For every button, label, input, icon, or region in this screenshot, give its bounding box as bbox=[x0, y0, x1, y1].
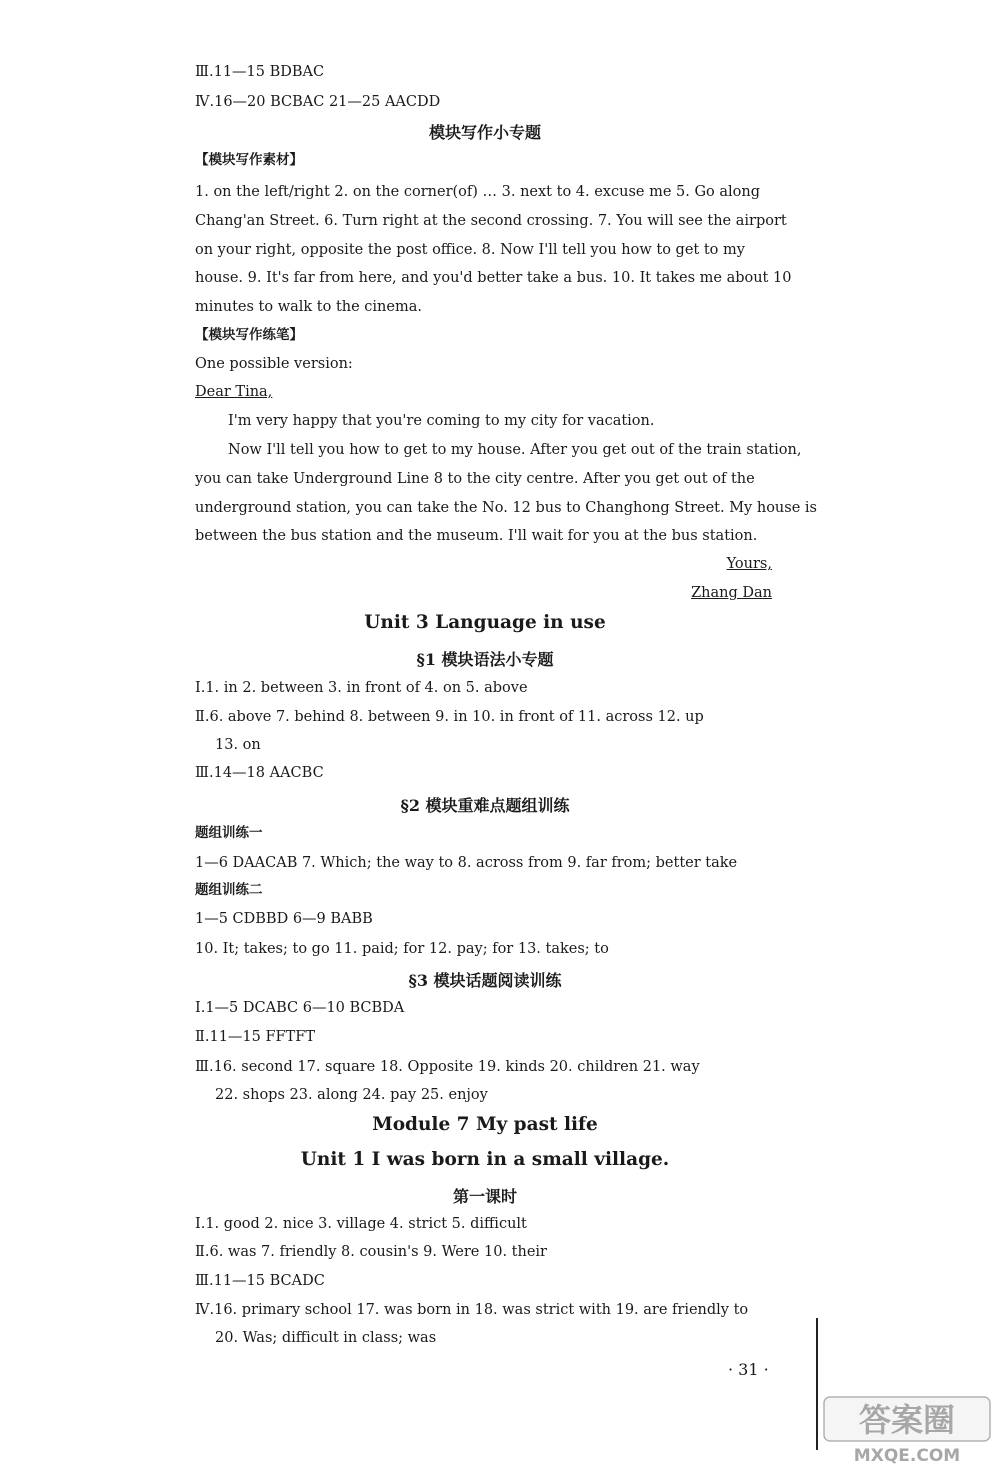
answer-line: 22. shops 23. along 24. pay 25. enjoy bbox=[215, 1087, 488, 1103]
answer-line: Ⅰ.1. good 2. nice 3. village 4. strict 5. difficult bbox=[195, 1216, 527, 1232]
section-heading: §2 模块重难点题组训练 bbox=[400, 796, 570, 815]
answer-line: Ⅱ.11—15 FFTFT bbox=[195, 1029, 316, 1045]
answer-line: Ⅳ.16. primary school 17. was born in 18. was strict with 19. are friendly to bbox=[195, 1302, 749, 1318]
answer-line: minutes to walk to the cinema. bbox=[195, 299, 422, 315]
margin-rule bbox=[816, 1318, 818, 1450]
letter-paragraph: between the bus station and the museum. I'll wait for you at the bus station. bbox=[195, 528, 758, 544]
answer-line: 20. Was; difficult in class; was bbox=[215, 1330, 437, 1346]
letter-paragraph: I'm very happy that you're coming to my city for vacation. bbox=[228, 413, 655, 429]
letter-paragraph: Now I'll tell you how to get to my house. After you get out of the train station, bbox=[228, 442, 802, 458]
watermark-site: MXQE.COM bbox=[853, 1446, 961, 1465]
unit-title: Unit 1 I was born in a small village. bbox=[300, 1149, 670, 1170]
answer-line: One possible version: bbox=[195, 356, 353, 372]
section-heading: §1 模块语法小专题 bbox=[416, 650, 554, 669]
answer-line: Ⅲ.11—15 BCADC bbox=[195, 1273, 325, 1289]
section-heading: 模块写作小专题 bbox=[428, 123, 541, 142]
letter-paragraph: underground station, you can take the No. 12 bus to Changhong Street. My house is bbox=[195, 500, 817, 516]
answer-line: on your right, opposite the post office. 8. Now I'll tell you how to get to my bbox=[195, 242, 745, 258]
letter-salutation: Dear Tina, bbox=[195, 384, 273, 400]
module-title: Module 7 My past life bbox=[372, 1114, 598, 1135]
lesson-heading: 第一课时 bbox=[452, 1187, 517, 1206]
answer-line: house. 9. It's far from here, and you'd better take a bus. 10. It takes me about 10 bbox=[195, 270, 792, 286]
answer-line: Ⅱ.6. was 7. friendly 8. cousin's 9. Were 10. their bbox=[195, 1244, 547, 1260]
letter-paragraph: you can take Underground Line 8 to the city centre. After you get out of the bbox=[195, 471, 755, 487]
answer-line: Ⅰ.1. in 2. between 3. in front of 4. on 5. above bbox=[195, 680, 528, 696]
watermark-logo-icon bbox=[822, 1395, 992, 1465]
answer-line: Chang'an Street. 6. Turn right at the second crossing. 7. You will see the airport bbox=[195, 213, 787, 229]
answer-line: Ⅱ.6. above 7. behind 8. between 9. in 10. in front of 11. across 12. up bbox=[195, 709, 704, 725]
watermark-text: 答案圈 bbox=[858, 1401, 956, 1439]
letter-closing: Yours, bbox=[726, 556, 772, 572]
unit-title: Unit 3 Language in use bbox=[364, 612, 606, 633]
subsection-label: 【模块写作练笔】 bbox=[195, 327, 303, 343]
answer-line: 1—5 CDBBD 6—9 BABB bbox=[195, 911, 373, 927]
answer-line: Ⅲ.11—15 BDBAC bbox=[195, 64, 325, 80]
section-heading: §3 模块话题阅读训练 bbox=[408, 971, 562, 990]
answer-line: Ⅳ.16—20 BCBAC 21—25 AACDD bbox=[195, 94, 441, 110]
subsection-label: 【模块写作素材】 bbox=[195, 152, 303, 168]
letter-signature: Zhang Dan bbox=[691, 585, 772, 601]
answer-line: Ⅰ.1—5 DCABC 6—10 BCBDA bbox=[195, 1000, 405, 1016]
answer-line: Ⅲ.14—18 AACBC bbox=[195, 765, 324, 781]
subsection-label: 题组训练一 bbox=[195, 825, 263, 841]
answer-line: 13. on bbox=[215, 737, 261, 753]
subsection-label: 题组训练二 bbox=[195, 882, 263, 898]
page-number: · 31 · bbox=[728, 1360, 769, 1379]
answer-line: 1—6 DAACAB 7. Which; the way to 8. across from 9. far from; better take bbox=[195, 855, 738, 871]
answer-line: Ⅲ.16. second 17. square 18. Opposite 19. kinds 20. children 21. way bbox=[195, 1059, 700, 1075]
answer-line: 1. on the left/right 2. on the corner(of) … 3. next to 4. excuse me 5. Go along bbox=[195, 184, 761, 200]
answer-line: 10. It; takes; to go 11. paid; for 12. pay; for 13. takes; to bbox=[195, 941, 609, 957]
